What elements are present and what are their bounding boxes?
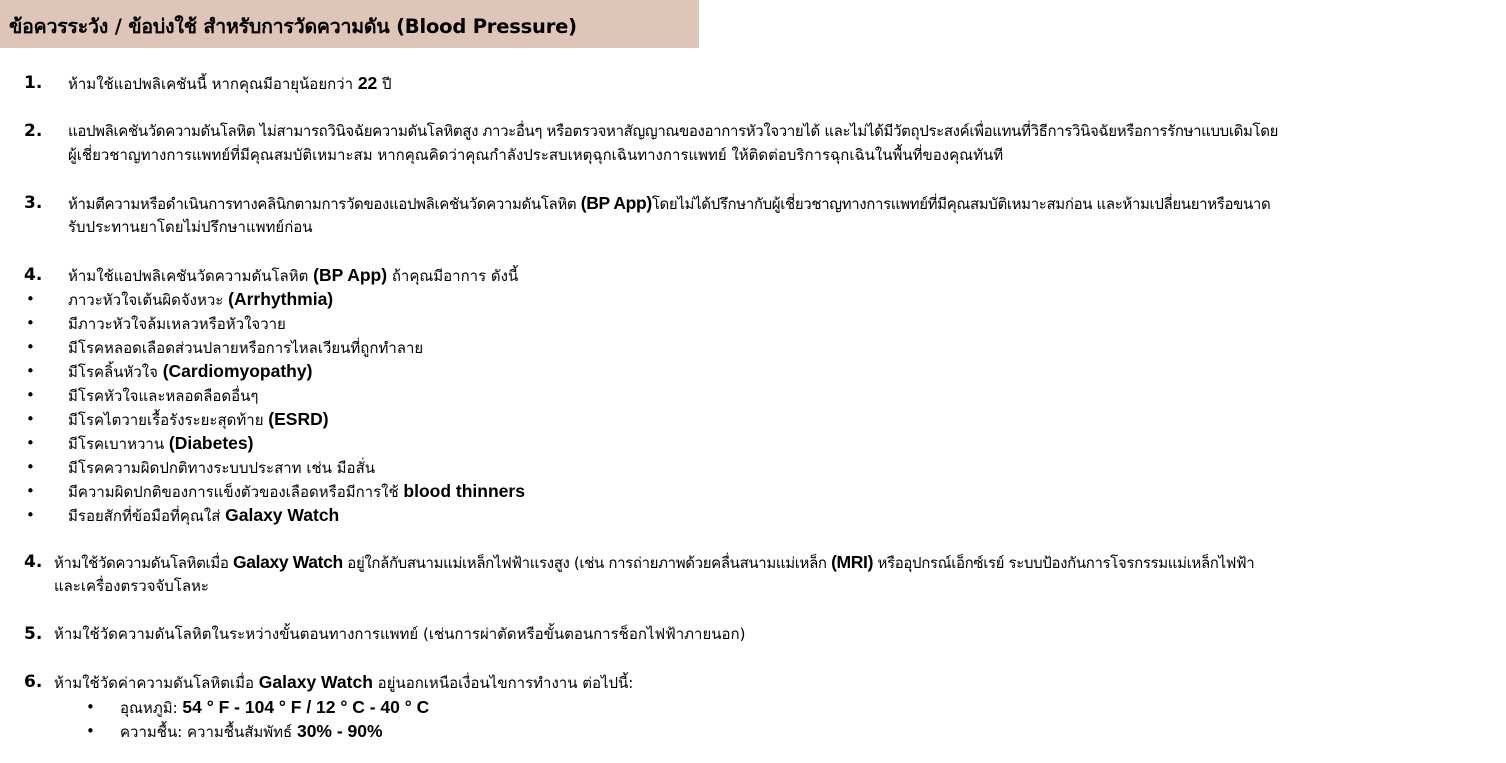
- item-6-number: 6.: [24, 672, 43, 692]
- condition-item: มีโรคหลอดเลือดส่วนปลายหรือการไหลเวียนที่ถูกทำลาย: [68, 339, 424, 357]
- condition-item: ภาวะหัวใจเต้นผิดจังหวะ (Arrhythmia): [68, 289, 334, 309]
- humidity-range: 30% - 90%: [296, 721, 383, 741]
- bullet-icon: •: [26, 434, 35, 452]
- item-4-bp-app: (BP App): [313, 265, 388, 285]
- item-5-line-1: ห้ามใช้วัดความดันโลหิตในระหว่างขั้นตอนทางการแพทย์ (เช่นการผ่าตัดหรือขั้นตอนการช็อกไฟฟ้าภายนอก): [54, 625, 746, 643]
- bullet-icon: •: [86, 722, 95, 740]
- temperature-range: 54 ° F - 104 ° F / 12 ° C - 40 ° C: [182, 697, 430, 717]
- bullet-icon: •: [86, 698, 95, 716]
- item-1-age: 22: [357, 73, 378, 93]
- item-3-text-a: ห้ามตีความหรือดำเนินการทางคลินิกตามการวัดของแอปพลิเคชันวัดความดันโลหิต: [68, 195, 581, 213]
- condition-item: มีโรคความผิดปกติทางระบบประสาท เช่น มือสั่น: [68, 459, 375, 477]
- item-4-text-b: ถ้าคุณมีอาการ ดังนี้: [387, 267, 519, 285]
- item-1-age-suffix: ปี: [377, 75, 392, 93]
- item-1-text: [68, 72, 392, 95]
- item-2-line-2: ผู้เชี่ยวชาญทางการแพทย์ที่มีคุณสมบัติเหมาะสม หากคุณคิดว่าคุณกำลังประสบเหตุฉุกเฉินทางการแพทย์ ให้ติดต่อบริการฉุกเฉินในพื้นที่ของคุณทันที: [68, 146, 1004, 164]
- condition-item: มีโรคลิ้นหัวใจ (Cardiomyopathy): [68, 361, 313, 381]
- temperature-condition: อุณหภูมิ: 54 ° F - 104 ° F / 12 ° C - 40 ° C: [120, 697, 430, 717]
- galaxy-watch-label: Galaxy Watch: [258, 672, 373, 692]
- item-2-number: 2.: [24, 121, 43, 141]
- bullet-icon: •: [26, 458, 35, 476]
- item-4b-line-2: และเครื่องตรวจจับโลหะ: [54, 577, 209, 595]
- page-title: ข้อควรระวัง / ข้อบ่งใช้ สำหรับการวัดความดัน (Blood Pressure): [9, 15, 577, 38]
- bullet-icon: •: [26, 482, 35, 500]
- item-3-line-1: [68, 192, 1270, 215]
- bullet-icon: •: [26, 290, 35, 308]
- item-4-text-a: ห้ามใช้แอปพลิเคชันวัดความดันโลหิต: [68, 267, 314, 285]
- item-1-line: ห้ามใช้แอปพลิเคชันนี้ หากคุณมีอายุน้อยกว่า: [68, 75, 358, 93]
- mri-label: (MRI): [831, 552, 874, 572]
- item-3-bp-app: (BP App): [580, 193, 652, 213]
- condition-item: มีภาวะหัวใจล้มเหลวหรือหัวใจวาย: [68, 315, 286, 333]
- item-4b-number: 4.: [24, 552, 43, 572]
- bullet-icon: •: [26, 362, 35, 380]
- bullet-icon: •: [26, 506, 35, 524]
- humidity-condition: ความชื้น: ความชื้นสัมพัทธ์ 30% - 90%: [120, 721, 383, 741]
- condition-item: มีความผิดปกติของการแข็งตัวของเลือดหรือมีการใช้ blood thinners: [68, 481, 525, 501]
- item-5-number: 5.: [24, 624, 43, 644]
- condition-item: มีโรคไตวายเรื้อรังระยะสุดท้าย (ESRD): [68, 409, 329, 429]
- title-banner: [0, 0, 699, 48]
- item-4b-line-1: ห้ามใช้วัดความดันโลหิตเมื่อ Galaxy Watch อยู่ใกล้กับสนามแม่เหล็กไฟฟ้าแรงสูง (เช่น การถ่ายภาพด้วยคลื่นสนามแม่เหล็ก (MRI) หรืออุปกรณ์เอ็กซ์เรย์ ระบบป้องกันการโจรกรรมแม่เหล็กไฟฟ้า: [54, 552, 1255, 572]
- galaxy-watch-label: Galaxy Watch: [232, 552, 343, 572]
- bullet-icon: •: [26, 386, 35, 404]
- bullet-icon: •: [26, 314, 35, 332]
- bullet-icon: •: [26, 410, 35, 428]
- condition-item: มีรอยสักที่ข้อมือที่คุณใส่ Galaxy Watch: [68, 505, 340, 525]
- item-1-number: 1.: [24, 73, 43, 93]
- item-6-line-1: ห้ามใช้วัดค่าความดันโลหิตเมื่อ Galaxy Watch อยู่นอกเหนือเงื่อนไขการทำงาน ต่อไปนี้:: [54, 672, 634, 692]
- item-4-line-1: [68, 264, 518, 287]
- condition-item: มีโรคเบาหวาน (Diabetes): [68, 433, 254, 453]
- item-4-number: 4.: [24, 265, 43, 285]
- item-3-line-2: รับประทานยาโดยไม่ปรึกษาแพทย์ก่อน: [68, 218, 313, 236]
- bullet-icon: •: [26, 338, 35, 356]
- item-3-text-b: โดยไม่ได้ปรึกษากับผู้เชี่ยวชาญทางการแพทย์ที่มีคุณสมบัติเหมาะสมก่อน และห้ามเปลี่ยนยาหรือขนาด: [651, 195, 1271, 213]
- condition-item: มีโรคหัวใจและหลอดลือดอื่นๆ: [68, 387, 259, 405]
- item-3-number: 3.: [24, 193, 43, 213]
- item-2-line-1: แอปพลิเคชันวัดความดันโลหิต ไม่สามารถวินิจฉัยความดันโลหิตสูง ภาวะอื่นๆ หรือตรวจหาสัญญาณของอาการหัวใจวายได้ และไม่ได้มีวัตถุประสงค์เพื่อแทนที่วิธีการวินิจฉัยหรือการรักษาแบบเดิมโดย: [68, 122, 1279, 140]
